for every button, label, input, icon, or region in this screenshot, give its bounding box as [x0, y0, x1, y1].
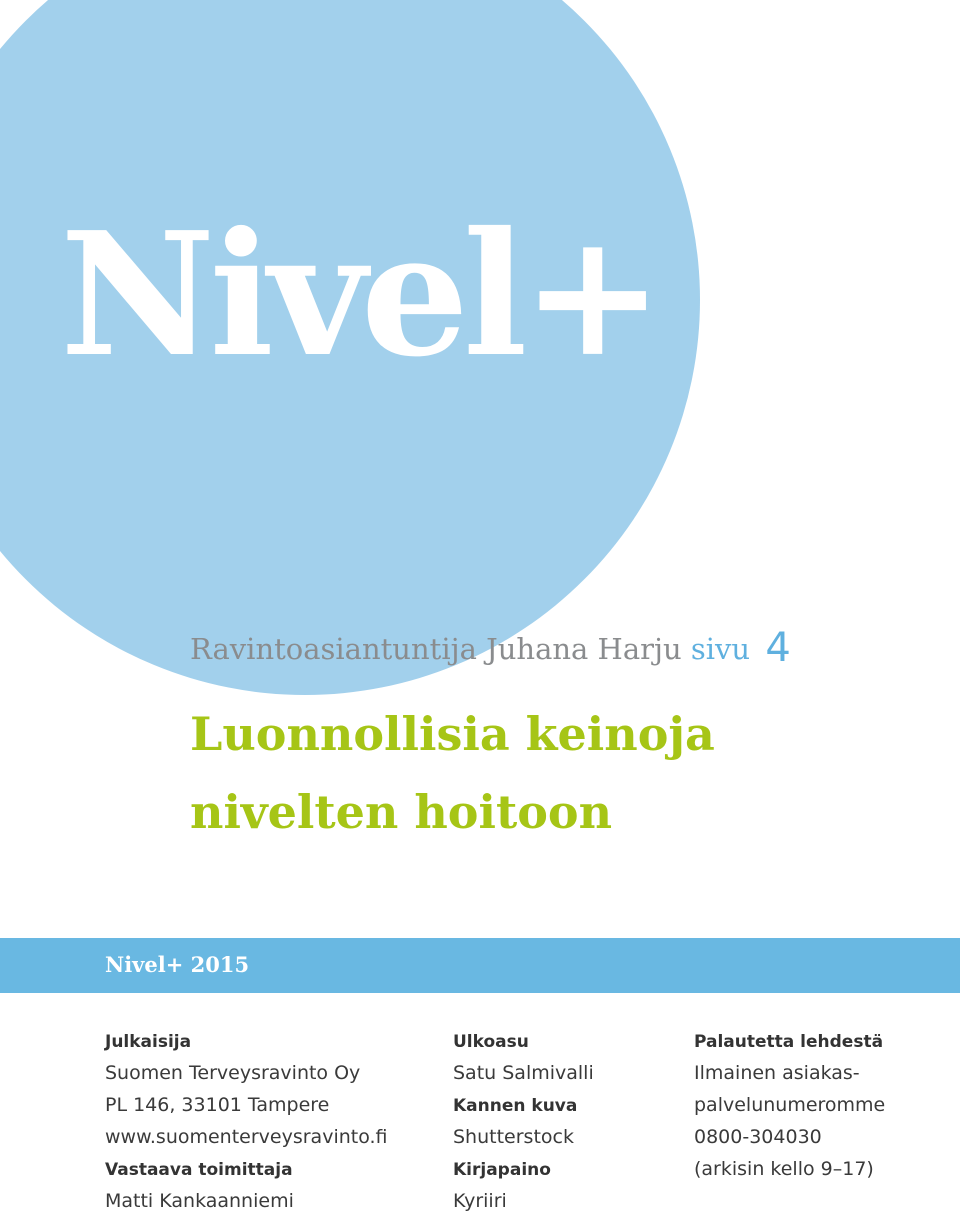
- byline: [190, 625, 791, 671]
- editor-name: Matti Kankaanniemi: [105, 1190, 294, 1212]
- colophon-column-2: [453, 1027, 594, 1217]
- returns-line-2: palvelunumeromme: [694, 1094, 886, 1116]
- byline-author: Ravintoasiantuntija Juhana Harju: [190, 632, 682, 666]
- cover-headline: [190, 695, 715, 851]
- publisher-website: www.suomenterveysravinto.fi: [105, 1126, 388, 1148]
- colophon-title: Nivel+ 2015: [105, 952, 250, 977]
- publisher-address: PL 146, 33101 Tampere: [105, 1094, 330, 1116]
- returns-hours: (arkisin kello 9–17): [694, 1158, 874, 1180]
- returns-phone: 0800-304030: [694, 1126, 822, 1148]
- byline-page-word: sivu: [690, 632, 751, 666]
- cover-image-label: Kannen kuva: [453, 1096, 578, 1116]
- editor-label: Vastaava toimittaja: [105, 1160, 293, 1180]
- headline-line-1: Luonnollisia keinoja: [190, 707, 715, 761]
- publisher-label: Julkaisija: [105, 1032, 192, 1052]
- headline-line-2: nivelten hoitoon: [190, 785, 613, 839]
- magazine-logo: Nivel+: [60, 195, 658, 395]
- byline-page-number: 4: [765, 625, 791, 671]
- printer-name: Kyriiri: [453, 1190, 507, 1212]
- publisher-name: Suomen Terveysravinto Oy: [105, 1062, 361, 1084]
- returns-label: Palautetta lehdestä: [694, 1032, 884, 1052]
- colophon-column-1: [105, 1027, 388, 1217]
- returns-line-1: Ilmainen asiakas-: [694, 1062, 860, 1084]
- layout-name: Satu Salmivalli: [453, 1062, 594, 1084]
- printer-label: Kirjapaino: [453, 1160, 551, 1180]
- cover-image-source: Shutterstock: [453, 1126, 574, 1148]
- colophon-column-3: [694, 1027, 885, 1185]
- layout-label: Ulkoasu: [453, 1032, 529, 1052]
